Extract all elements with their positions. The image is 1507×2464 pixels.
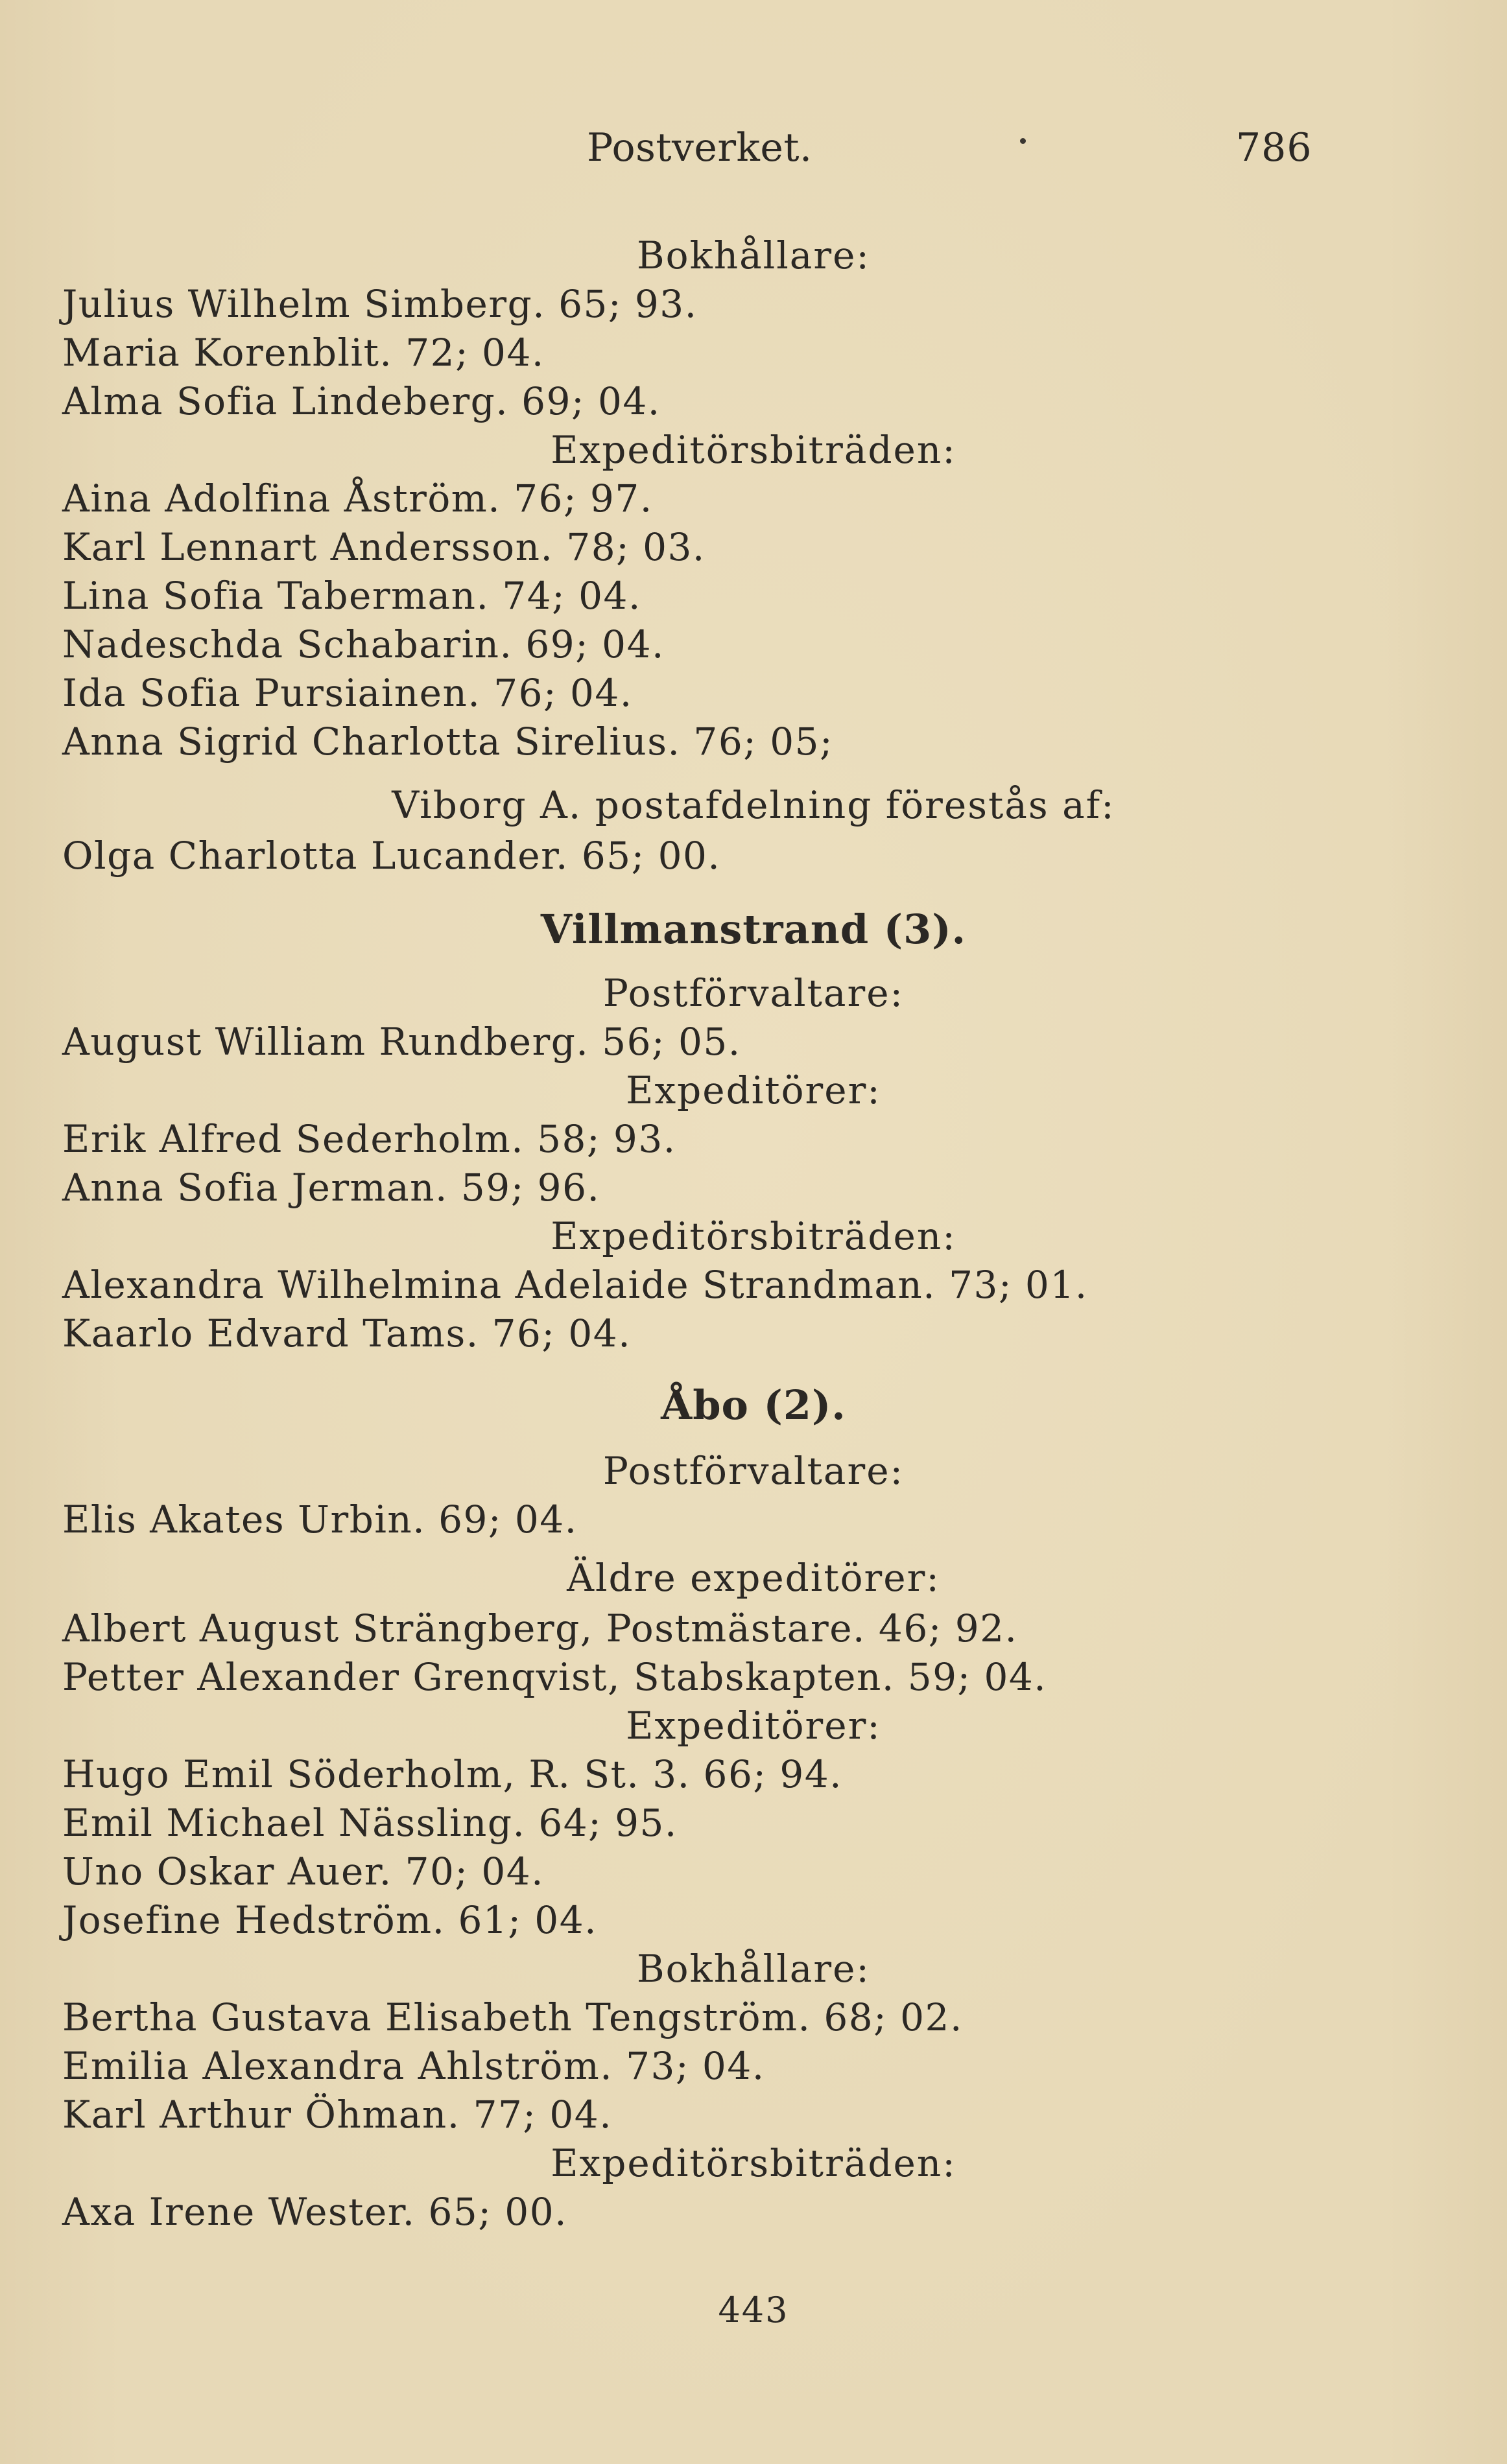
section-heading: Bokhållare:: [637, 233, 870, 277]
staff-entry: Josefine Hedström. 61; 04.: [62, 1898, 598, 1942]
section-heading: Expeditörsbiträden:: [551, 2141, 956, 2185]
section-heading: Expeditörsbiträden:: [551, 1214, 956, 1258]
staff-entry: Alma Sofia Lindeberg. 69; 04.: [62, 379, 661, 423]
staff-entry: Karl Lennart Andersson. 78; 03.: [62, 525, 706, 569]
staff-entry: Anna Sigrid Charlotta Sirelius. 76; 05;: [62, 720, 834, 764]
section-heading: Postförvaltare:: [602, 1449, 905, 1493]
staff-entry: Anna Sofia Jerman. 59; 96.: [62, 1166, 600, 1210]
staff-entry: Emil Michael Nässling. 64; 95.: [62, 1801, 678, 1845]
staff-entry: Julius Wilhelm Simberg. 65; 93.: [62, 282, 698, 326]
staff-entry: Hugo Emil Söderholm, R. St. 3. 66; 94.: [62, 1752, 843, 1796]
section-heading: Äldre expeditörer:: [567, 1556, 940, 1600]
office-title: Åbo (2).: [661, 1381, 846, 1429]
section-heading: Bokhållare:: [637, 1947, 870, 1991]
staff-entry: Aina Adolfina Åström. 76; 97.: [62, 476, 653, 521]
section-heading: Expeditörsbiträden:: [551, 428, 956, 472]
staff-entry: Karl Arthur Öhman. 77; 04.: [62, 2093, 613, 2137]
section-heading: Viborg A. postafdelning förestås af:: [392, 783, 1115, 827]
staff-entry: Albert August Strängberg, Postmästare. 46; 92.: [62, 1606, 1018, 1650]
staff-entry: Petter Alexander Grenqvist, Stabskapten. 59; 04.: [62, 1655, 1047, 1699]
staff-entry: Kaarlo Edvard Tams. 76; 04.: [62, 1311, 632, 1355]
signature-mark: 443: [718, 2290, 789, 2330]
staff-entry: Ida Sofia Pursiainen. 76; 04.: [62, 671, 633, 715]
staff-entry: Olga Charlotta Lucander. 65; 00.: [62, 834, 721, 878]
page-header: [0, 125, 1507, 183]
section-heading: Expeditörer:: [626, 1068, 881, 1112]
page-number: 786: [1236, 125, 1312, 170]
staff-entry: Elis Akates Urbin. 69; 04.: [62, 1497, 578, 1542]
office-title: Villmanstrand (3).: [540, 906, 967, 953]
staff-entry: Uno Oskar Auer. 70; 04.: [62, 1849, 545, 1894]
staff-entry: Axa Irene Wester. 65; 00.: [62, 2190, 568, 2234]
staff-entry: Lina Sofia Taberman. 74; 04.: [62, 574, 641, 618]
header-dot-icon: [1020, 138, 1026, 144]
section-heading: Expeditörer:: [626, 1704, 881, 1748]
staff-entry: Emilia Alexandra Ahlström. 73; 04.: [62, 2044, 765, 2088]
staff-entry: Bertha Gustava Elisabeth Tengström. 68; 02.: [62, 1995, 963, 2039]
staff-entry: Nadeschda Schabarin. 69; 04.: [62, 622, 665, 666]
running-title: Postverket.: [587, 125, 813, 170]
staff-entry: Alexandra Wilhelmina Adelaide Strandman. 73; 01.: [62, 1263, 1088, 1307]
staff-entry: August William Rundberg. 56; 05.: [62, 1020, 741, 1064]
staff-entry: Maria Korenblit. 72; 04.: [62, 331, 545, 375]
section-heading: Postförvaltare:: [602, 971, 905, 1015]
staff-entry: Erik Alfred Sederholm. 58; 93.: [62, 1117, 676, 1161]
